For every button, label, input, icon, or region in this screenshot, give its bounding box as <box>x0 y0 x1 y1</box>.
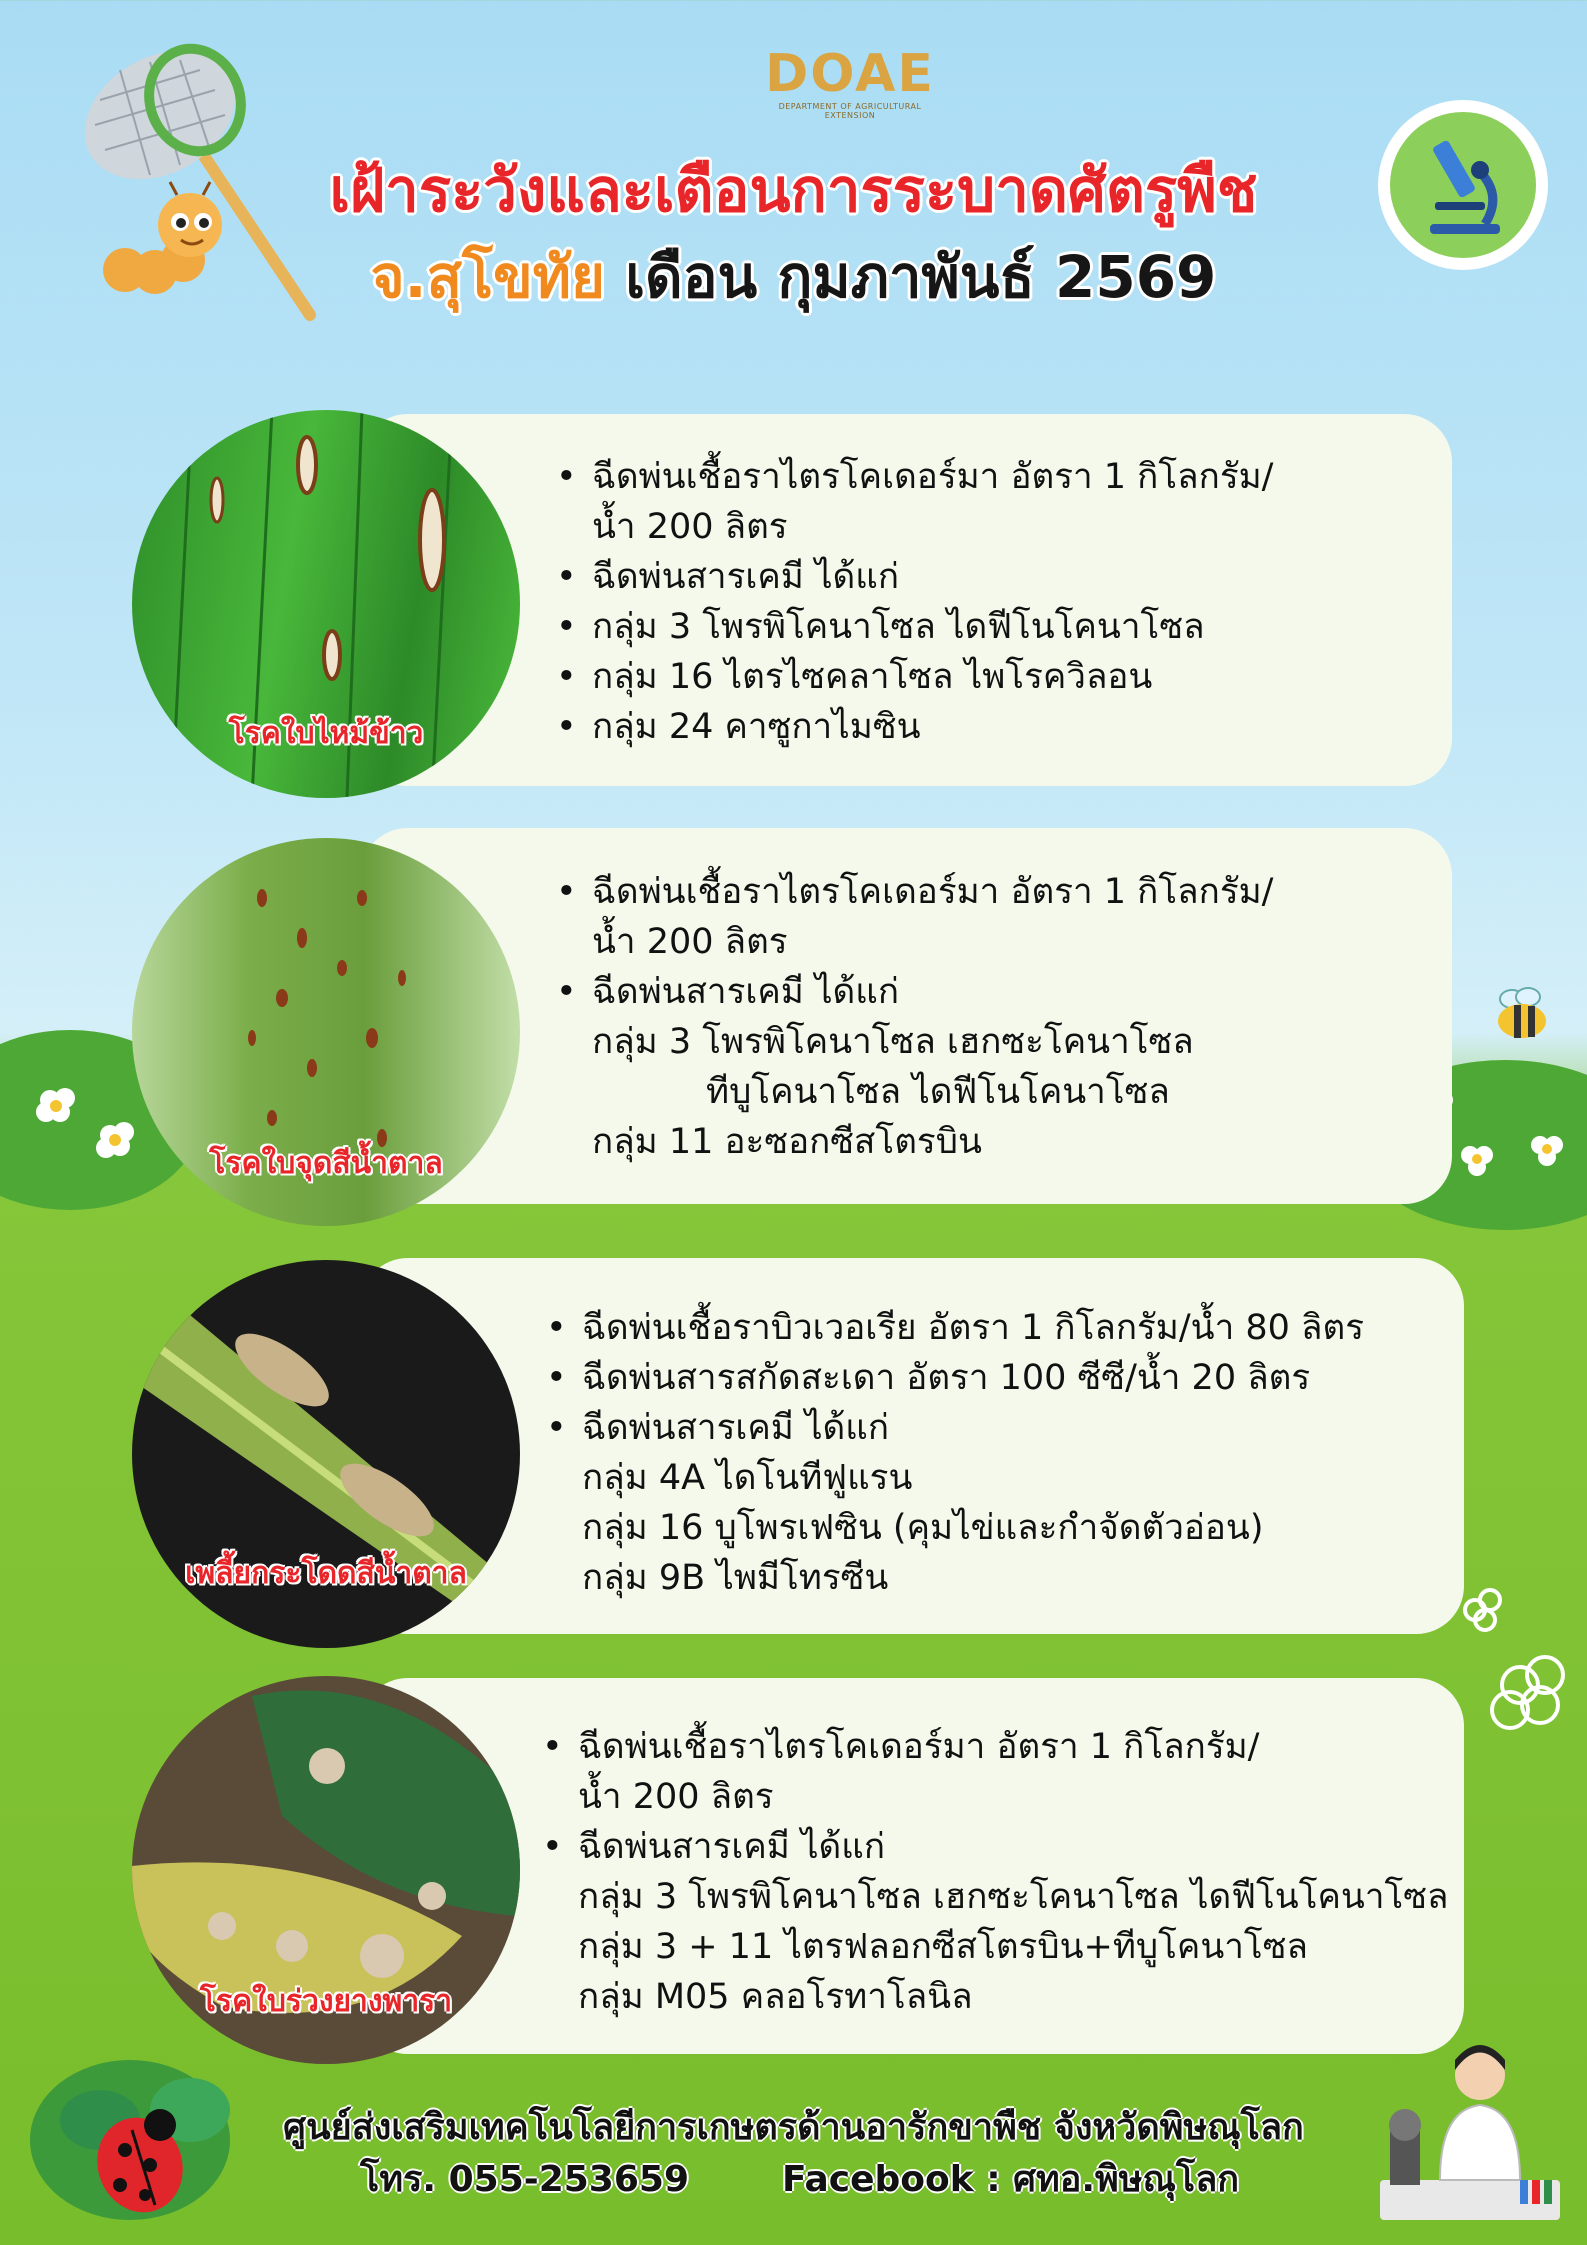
list-item: ทีบูโคนาโซล ไดฟีโนโคนาโซล <box>706 1072 1170 1112</box>
list-item: • ฉีดพ่นเชื้อราไตรโคเดอร์มา อัตรา 1 กิโลกรัม/ <box>556 452 1273 502</box>
pest-label: โรคใบจุดสีน้ำตาล <box>209 1146 443 1181</box>
list-item: น้ำ 200 ลิตร <box>578 1777 774 1817</box>
province-name: จ.สุโขทัย <box>370 243 605 311</box>
list-item: • ฉีดพ่นเชื้อราไตรโคเดอร์มา อัตรา 1 กิโลกรัม/ <box>556 867 1273 917</box>
list-item: กลุ่ม 3 + 11 ไตรฟลอกซีสโตรบิน+ทีบูโคนาโซล <box>578 1927 1308 1967</box>
treatment-list-2 <box>556 867 1273 1167</box>
rubber-leaf-fall-image <box>132 1676 520 2064</box>
treatment-list-4 <box>542 1722 1449 2022</box>
list-item: • กลุ่ม 24 คาซูกาไมซิน <box>556 702 1273 752</box>
list-item: กลุ่ม 3 โพรพิโคนาโซล เฮกซะโคนาโซล ไดฟีโนโคนาโซล <box>578 1877 1449 1917</box>
list-item: น้ำ 200 ลิตร <box>592 922 788 962</box>
pest-label: เพลี้ยกระโดดสีน้ำตาล <box>185 1556 467 1591</box>
list-item: กลุ่ม 3 โพรพิโคนาโซล เฮกซะโคนาโซล <box>592 1022 1194 1062</box>
list-item: • ฉีดพ่นสารเคมี ได้แก่ <box>546 1403 1364 1453</box>
page-subtitle <box>0 243 1587 311</box>
organization-name: ศูนย์ส่งเสริมเทคโนโลยีการเกษตรด้านอารักขาพืช จังหวัดพิษณุโลก <box>283 2107 1304 2148</box>
list-item: • กลุ่ม 16 ไตรไซคลาโซล ไพโรควิลอน <box>556 652 1273 702</box>
list-item: กลุ่ม M05 คลอโรทาโลนิล <box>578 1977 973 2017</box>
list-item: • ฉีดพ่นสารสกัดสะเดา อัตรา 100 ซีซี/น้ำ 20 ลิตร <box>546 1353 1364 1403</box>
facebook-link[interactable]: Facebook : ศทอ.พิษณุโลก <box>782 2159 1240 2200</box>
list-item: • ฉีดพ่นสารเคมี ได้แก่ <box>556 552 1273 602</box>
list-item: กลุ่ม 11 อะซอกซีสโตรบิน <box>592 1122 982 1162</box>
list-item: กลุ่ม 16 บูโพรเฟซิน (คุมไข่และกำจัดตัวอ่อน) <box>582 1508 1264 1548</box>
doae-logo: DOAE DEPARTMENT OF AGRICULTURAL EXTENSION <box>765 44 935 120</box>
list-item: น้ำ 200 ลิตร <box>592 507 788 547</box>
treatment-list-3 <box>546 1303 1364 1603</box>
list-item: • ฉีดพ่นสารเคมี ได้แก่ <box>542 1822 1449 1872</box>
month-year: เดือน กุมภาพันธ์ 2569 <box>625 243 1217 311</box>
brown-spot-image <box>132 838 520 1226</box>
list-item: • ฉีดพ่นสารเคมี ได้แก่ <box>556 967 1273 1017</box>
list-item: • ฉีดพ่นเชื้อราไตรโคเดอร์มา อัตรา 1 กิโลกรัม/ <box>542 1722 1449 1772</box>
planthopper-image <box>132 1260 520 1648</box>
treatment-list-1 <box>556 452 1273 752</box>
bee-icon <box>1490 985 1560 1045</box>
list-item: กลุ่ม 9B ไพมีโทรซีน <box>582 1558 889 1598</box>
flower-icon <box>1450 1580 1570 1750</box>
list-item: • กลุ่ม 3 โพรพิโคนาโซล ไดฟีโนโคนาโซล <box>556 602 1273 652</box>
pest-label: โรคใบไหม้ข้าว <box>228 716 424 751</box>
rice-blast-image <box>132 410 520 798</box>
phone-number: โทร. 055-253659 <box>360 2159 689 2200</box>
pest-label: โรคใบร่วงยางพารา <box>199 1984 453 2019</box>
page-title: เฝ้าระวังและเตือนการระบาดศัตรูพืช <box>329 156 1258 226</box>
list-item: กลุ่ม 4A ไดโนทีฟูแรน <box>582 1458 913 1498</box>
list-item: • ฉีดพ่นเชื้อราบิวเวอเรีย อัตรา 1 กิโลกรัม/น้ำ 80 ลิตร <box>546 1303 1364 1353</box>
